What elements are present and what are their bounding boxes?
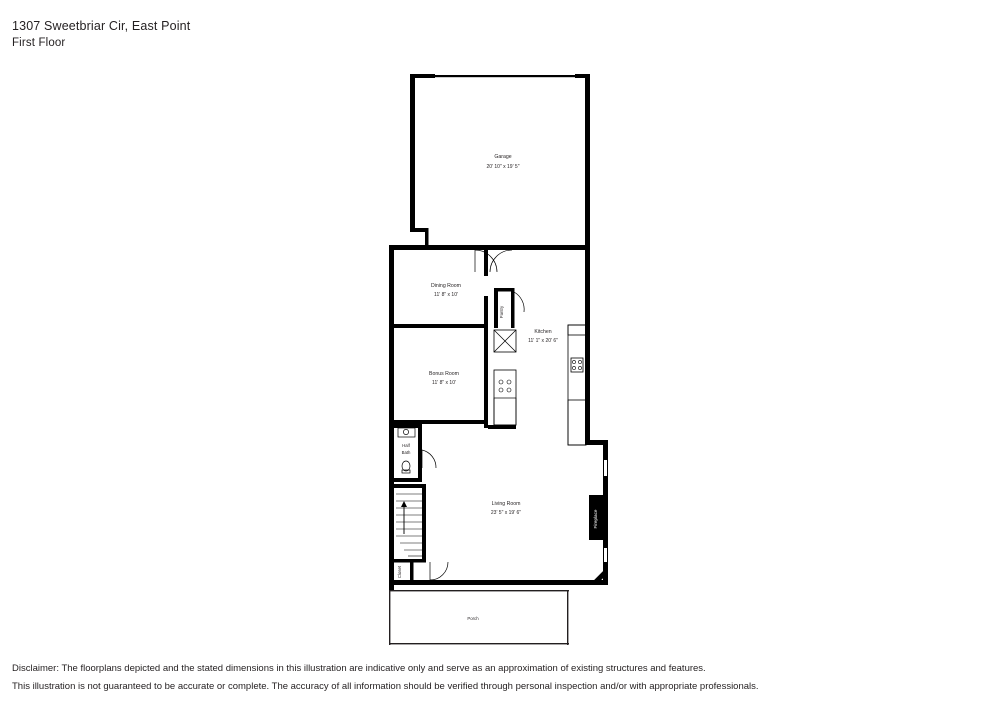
disclaimer-line-1 [12, 662, 972, 676]
porch-area [389, 590, 569, 645]
room-dim-bonus: 11' 8" x 10' [432, 380, 456, 386]
room-label-living: Living Room [491, 501, 521, 507]
disclaimer-text-2: This illustration is not guaranteed to be accurate or complete. The accuracy of all information should be verified through personal inspection and/or with appropriate professionals. [12, 681, 759, 692]
room-label-bonus: Bonus Room [429, 371, 459, 377]
garage-area [410, 74, 590, 250]
kitchen-area [488, 325, 586, 445]
label-porch: Porch [467, 616, 479, 621]
room-dim-garage: 20' 10" x 19' 5" [486, 164, 520, 170]
half-bath-area [394, 424, 436, 482]
page-title: 1307 Sweetbriar Cir, East Point [12, 19, 191, 33]
label-closet: Closet [397, 565, 402, 579]
disclaimer-line-2 [12, 680, 972, 694]
pantry-area [494, 288, 524, 328]
label-pantry: Pantry [499, 305, 504, 319]
room-dim-kitchen: 11' 1" x 20' 6" [528, 338, 558, 344]
living-room-area [491, 460, 607, 562]
bonus-room-area [394, 328, 488, 428]
label-half: Half [402, 443, 410, 448]
main-body-walls [389, 245, 608, 590]
room-dim-dining: 11' 8" x 10' [434, 292, 458, 298]
room-label-kitchen: Kitchen [534, 329, 552, 335]
closet-area [394, 559, 448, 580]
label-bath: Bath [401, 450, 411, 455]
stairs [394, 484, 426, 559]
room-label-garage: Garage [494, 154, 512, 160]
floor-subtitle: First Floor [12, 37, 66, 49]
label-fireplace: Fireplace [593, 509, 598, 529]
room-label-dining: Dining Room [431, 283, 461, 289]
room-dim-living: 23' 5" x 19' 6" [490, 510, 522, 516]
disclaimer-text-1: Disclaimer: The floorplans depicted and the stated dimensions in this illustration are indicative only and serve as an approximation of existing structures and features. [12, 663, 706, 674]
